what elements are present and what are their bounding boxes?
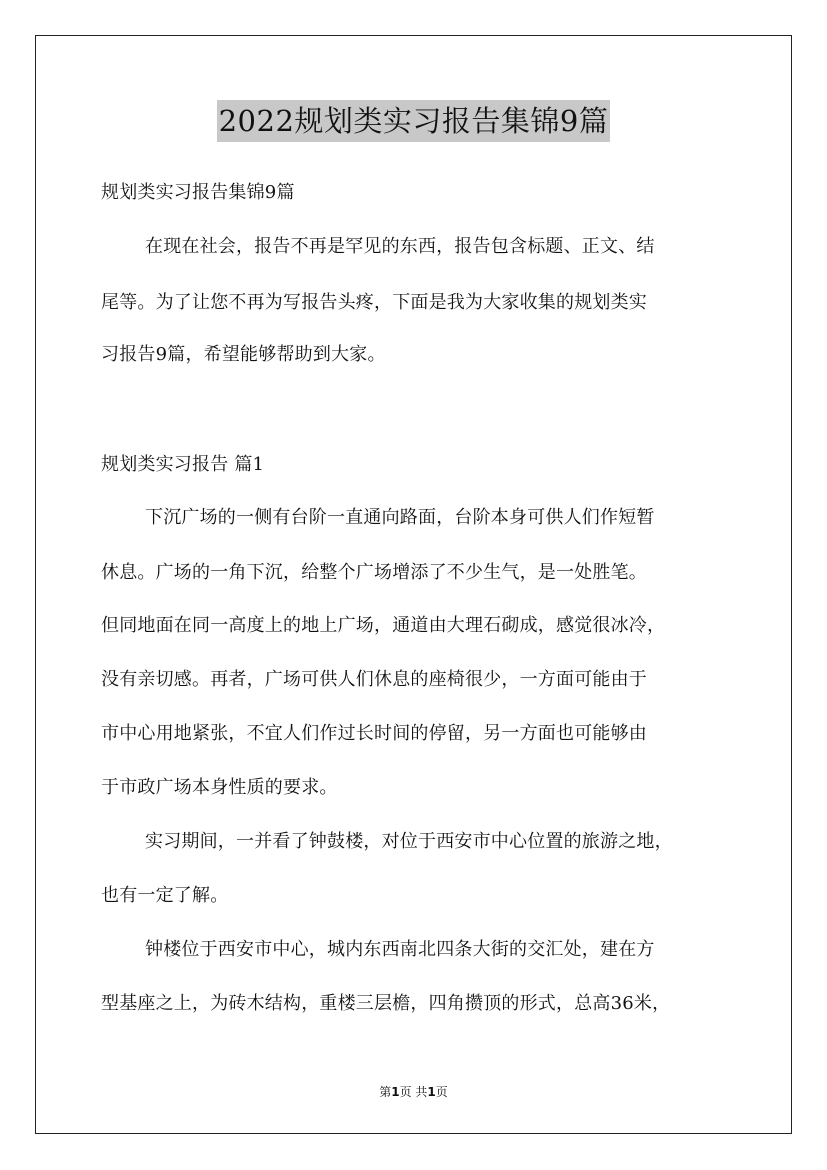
title-container (0, 100, 827, 142)
section-line-9: 钟楼位于西安市中心，城内东西南北四条大街的交汇处，建在方 (145, 939, 655, 960)
document-subtitle: 规划类实习报告集锦9篇 (101, 182, 295, 203)
footer-suffix: 页 (435, 1085, 448, 1099)
section-heading: 规划类实习报告 篇1 (101, 454, 265, 475)
page-footer (0, 1083, 827, 1100)
section-line-3: 但同地面在同一高度上的地上广场，通道由大理石砌成，感觉很冰冷， (101, 615, 666, 636)
footer-prefix: 第 (379, 1085, 392, 1099)
document-title: 2022规划类实习报告集锦9篇 (217, 100, 611, 142)
section-line-8: 也有一定了解。 (101, 885, 229, 906)
section-line-4: 没有亲切感。再者，广场可供人们休息的座椅很少，一方面可能由于 (101, 669, 647, 690)
section-line-7: 实习期间，一并看了钟鼓楼，对位于西安市中心位置的旅游之地， (145, 831, 673, 852)
footer-page-total: 1 (427, 1085, 436, 1099)
footer-page-number: 1 (391, 1085, 400, 1099)
intro-line-1: 在现在社会，报告不再是罕见的东西，报告包含标题、正文、结 (145, 236, 655, 257)
section-line-5: 市中心用地紧张，不宜人们作过长时间的停留，另一方面也可能够由 (101, 723, 647, 744)
section-line-6: 于市政广场本身性质的要求。 (101, 777, 338, 798)
intro-line-2: 尾等。为了让您不再为写报告头疼，下面是我为大家收集的规划类实 (101, 292, 647, 313)
footer-mid: 页 共 (399, 1085, 428, 1099)
section-line-10: 型基座之上，为砖木结构，重楼三层檐，四角攒顶的形式，总高36米， (101, 993, 671, 1014)
section-line-2: 休息。广场的一角下沉，给整个广场增添了不少生气，是一处胜笔。 (101, 562, 647, 583)
section-line-1: 下沉广场的一侧有台阶一直通向路面，台阶本身可供人们作短暂 (145, 507, 655, 528)
intro-line-3: 习报告9篇，希望能够帮助到大家。 (101, 344, 386, 365)
